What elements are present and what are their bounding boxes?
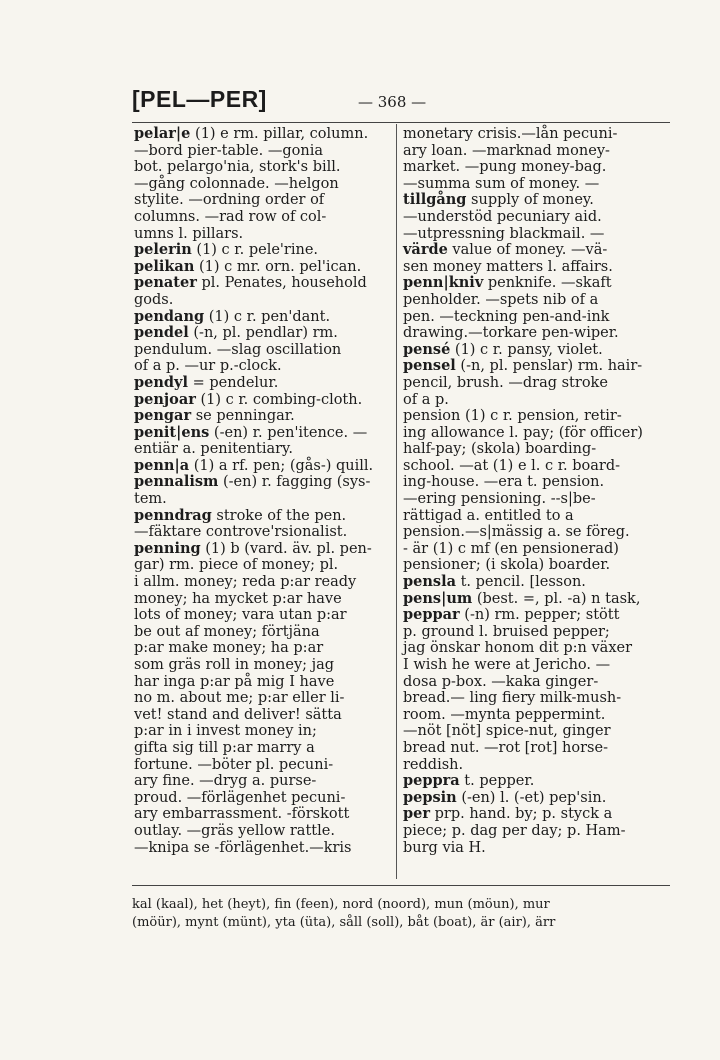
dictionary-line: —utpressning blackmail. — bbox=[403, 225, 605, 242]
dictionary-line: —gång colonnade. —helgon bbox=[134, 175, 339, 192]
dictionary-line: värde value of money. —vä- bbox=[403, 241, 608, 259]
dictionary-line: outlay. —gräs yellow rattle. bbox=[134, 822, 335, 839]
pronunciation-key-line: (möür), mynt (münt), yta (üta), såll (soll), båt (boat), är (air), ärr bbox=[132, 915, 556, 930]
dictionary-line: market. —pung money-bag. bbox=[403, 159, 607, 176]
dictionary-line: peppra t. pepper. bbox=[403, 772, 535, 790]
dictionary-line: drawing.—torkare pen-wiper. bbox=[403, 325, 619, 342]
dictionary-line: school. —at (1) e l. c r. board- bbox=[403, 457, 621, 474]
dictionary-line: som gräs roll in money; jag bbox=[134, 657, 335, 673]
dictionary-line: be out af money; förtjäna bbox=[134, 623, 320, 640]
dictionary-line: tillgång supply of money. bbox=[403, 191, 594, 209]
dictionary-line: —nöt [nöt] spice-nut, ginger bbox=[403, 723, 611, 740]
dictionary-line: reddish. bbox=[403, 756, 464, 773]
dictionary-line: burg via H. bbox=[403, 839, 486, 856]
dictionary-line: jag önskar honom dit p:n växer bbox=[403, 640, 633, 657]
dictionary-line: ing allowance l. pay; (för officer) bbox=[403, 424, 643, 441]
dictionary-line: umns l. pillars. bbox=[134, 225, 244, 242]
column-divider bbox=[396, 124, 397, 879]
dictionary-line: penn|a (1) a rf. pen; (gås-) quill. bbox=[134, 456, 374, 474]
dictionary-line: columns. —rad row of col- bbox=[134, 208, 327, 225]
dictionary-line: —bord pier-table. —gonia bbox=[134, 142, 323, 159]
right-column bbox=[403, 126, 669, 856]
dictionary-line: vet! stand and deliver! sätta bbox=[134, 706, 342, 723]
dictionary-line: tem. bbox=[134, 491, 167, 508]
dictionary-line: pendel (-n, pl. pendlar) rm. bbox=[134, 324, 338, 342]
footer-rule bbox=[132, 885, 670, 886]
dictionary-line: - är (1) c mf (en pensionerad) bbox=[403, 540, 619, 557]
dictionary-line: pension (1) c r. pension, retir- bbox=[403, 408, 622, 425]
dictionary-line: p. ground l. bruised pepper; bbox=[403, 623, 610, 640]
dictionary-line: dosa p-box. —kaka ginger- bbox=[403, 673, 599, 690]
dictionary-line: per prp. hand. by; p. styck a bbox=[403, 805, 613, 823]
dictionary-line: monetary crisis.—lån pecuni- bbox=[403, 126, 618, 142]
dictionary-line: penning (1) b (vard. äv. pl. pen- bbox=[134, 539, 372, 557]
dictionary-line: i allm. money; reda p:ar ready bbox=[134, 574, 357, 591]
dictionary-line: pelikan (1) c mr. orn. pel'ican. bbox=[134, 257, 362, 275]
dictionary-line: har inga p:ar på mig I have bbox=[134, 673, 335, 690]
dictionary-line: sen money matters l. affairs. bbox=[403, 258, 613, 275]
dictionary-line: pendang (1) c r. pen'dant. bbox=[134, 307, 331, 325]
dictionary-line: —knipa se -förlägenhet.—kris bbox=[134, 839, 352, 856]
entry-range: [PEL—PER] bbox=[132, 86, 267, 112]
left-column bbox=[134, 126, 392, 856]
dictionary-line: penit|ens (-en) r. pen'itence. — bbox=[134, 423, 368, 441]
dictionary-line: p:ar in i invest money in; bbox=[134, 723, 317, 740]
dictionary-line: penholder. —spets nib of a bbox=[403, 291, 599, 308]
dictionary-line: pengar se penningar. bbox=[134, 407, 295, 425]
dictionary-line: no m. about me; p:ar eller li- bbox=[134, 690, 345, 707]
dictionary-line: pension.—s|mässig a. se föreg. bbox=[403, 524, 630, 541]
dictionary-line: ing-house. —era t. pension. bbox=[403, 474, 605, 491]
dictionary-line: pepsin (-en) l. (-et) pep'sin. bbox=[403, 788, 607, 806]
dictionary-line: fortune. —böter pl. pecuni- bbox=[134, 756, 334, 773]
dictionary-line: gods. bbox=[134, 291, 174, 308]
dictionary-line: rättigad a. entitled to a bbox=[403, 507, 574, 524]
dictionary-line: money; ha mycket p:ar have bbox=[134, 590, 342, 607]
pronunciation-key-line: kal (kaal), het (heyt), fin (feen), nord (noord), mun (möun), mur bbox=[132, 897, 550, 912]
dictionary-line: pens|um (best. =, pl. -a) n task, bbox=[403, 589, 641, 607]
dictionary-line: gifta sig till p:ar marry a bbox=[134, 739, 315, 756]
dictionary-line: gar) rm. piece of money; pl. bbox=[134, 557, 339, 574]
dictionary-line: pelerin (1) c r. pele'rine. bbox=[134, 241, 319, 259]
dictionary-line: I wish he were at Jericho. — bbox=[403, 657, 611, 673]
dictionary-line: of a p. bbox=[403, 391, 449, 408]
dictionary-line: pensé (1) c r. pansy, violet. bbox=[403, 340, 603, 358]
dictionary-line: proud. —förlägenhet pecuni- bbox=[134, 789, 346, 806]
dictionary-line: pen. —teckning pen-and-ink bbox=[403, 308, 610, 325]
dictionary-line: pencil, brush. —drag stroke bbox=[403, 374, 608, 391]
dictionary-line: penn|kniv penknife. —skaft bbox=[403, 274, 612, 292]
dictionary-line: pendulum. —slag oscillation bbox=[134, 341, 342, 358]
dictionary-line: penjoar (1) c r. combing-cloth. bbox=[134, 390, 363, 408]
dictionary-line: peppar (-n) rm. pepper; stött bbox=[403, 606, 620, 624]
dictionary-line: ary fine. —dryg a. purse- bbox=[134, 773, 317, 790]
dictionary-line: penater pl. Penates, household bbox=[134, 274, 367, 292]
dictionary-line: —summa sum of money. — bbox=[403, 175, 600, 192]
dictionary-line: ary loan. —marknad money- bbox=[403, 142, 610, 159]
dictionary-line: pensioner; (i skola) boarder. bbox=[403, 557, 611, 574]
dictionary-line: pensel (-n, pl. penslar) rm. hair- bbox=[403, 357, 643, 375]
dictionary-line: room. —mynta peppermint. bbox=[403, 706, 606, 723]
header-rule bbox=[132, 122, 670, 123]
dictionary-line: bread nut. —rot [rot] horse- bbox=[403, 739, 608, 756]
dictionary-line: bot. pelargo'nia, stork's bill. bbox=[134, 159, 341, 176]
dictionary-line: pelar|e (1) e rm. pillar, column. bbox=[134, 125, 369, 142]
page-number: — 368 — bbox=[358, 93, 427, 111]
dictionary-line: pensla t. pencil. [lesson. bbox=[403, 573, 586, 591]
dictionary-line: pendyl = pendelur. bbox=[134, 373, 279, 391]
dictionary-line: ary embarrassment. -förskott bbox=[134, 806, 350, 823]
dictionary-line: p:ar make money; ha p:ar bbox=[134, 640, 324, 657]
dictionary-line: penndrag stroke of the pen. bbox=[134, 506, 347, 524]
page-header bbox=[132, 86, 670, 116]
dictionary-line: piece; p. dag per day; p. Ham- bbox=[403, 822, 626, 839]
dictionary-line: half-pay; (skola) boarding- bbox=[403, 441, 597, 458]
dictionary-line: of a p. —ur p.-clock. bbox=[134, 358, 282, 375]
dictionary-line: entiär a. penitentiary. bbox=[134, 441, 293, 458]
dictionary-line: pennalism (-en) r. fagging (sys- bbox=[134, 473, 371, 491]
dictionary-line: —understöd pecuniary aid. bbox=[403, 208, 602, 225]
dictionary-line: lots of money; vara utan p:ar bbox=[134, 607, 347, 624]
dictionary-line: stylite. —ordning order of bbox=[134, 192, 325, 209]
dictionary-line: —ering pensioning. --s|be- bbox=[403, 491, 596, 508]
dictionary-line: —fäktare controve'rsionalist. bbox=[134, 524, 348, 541]
dictionary-line: bread.— ling fiery milk-mush- bbox=[403, 690, 622, 707]
